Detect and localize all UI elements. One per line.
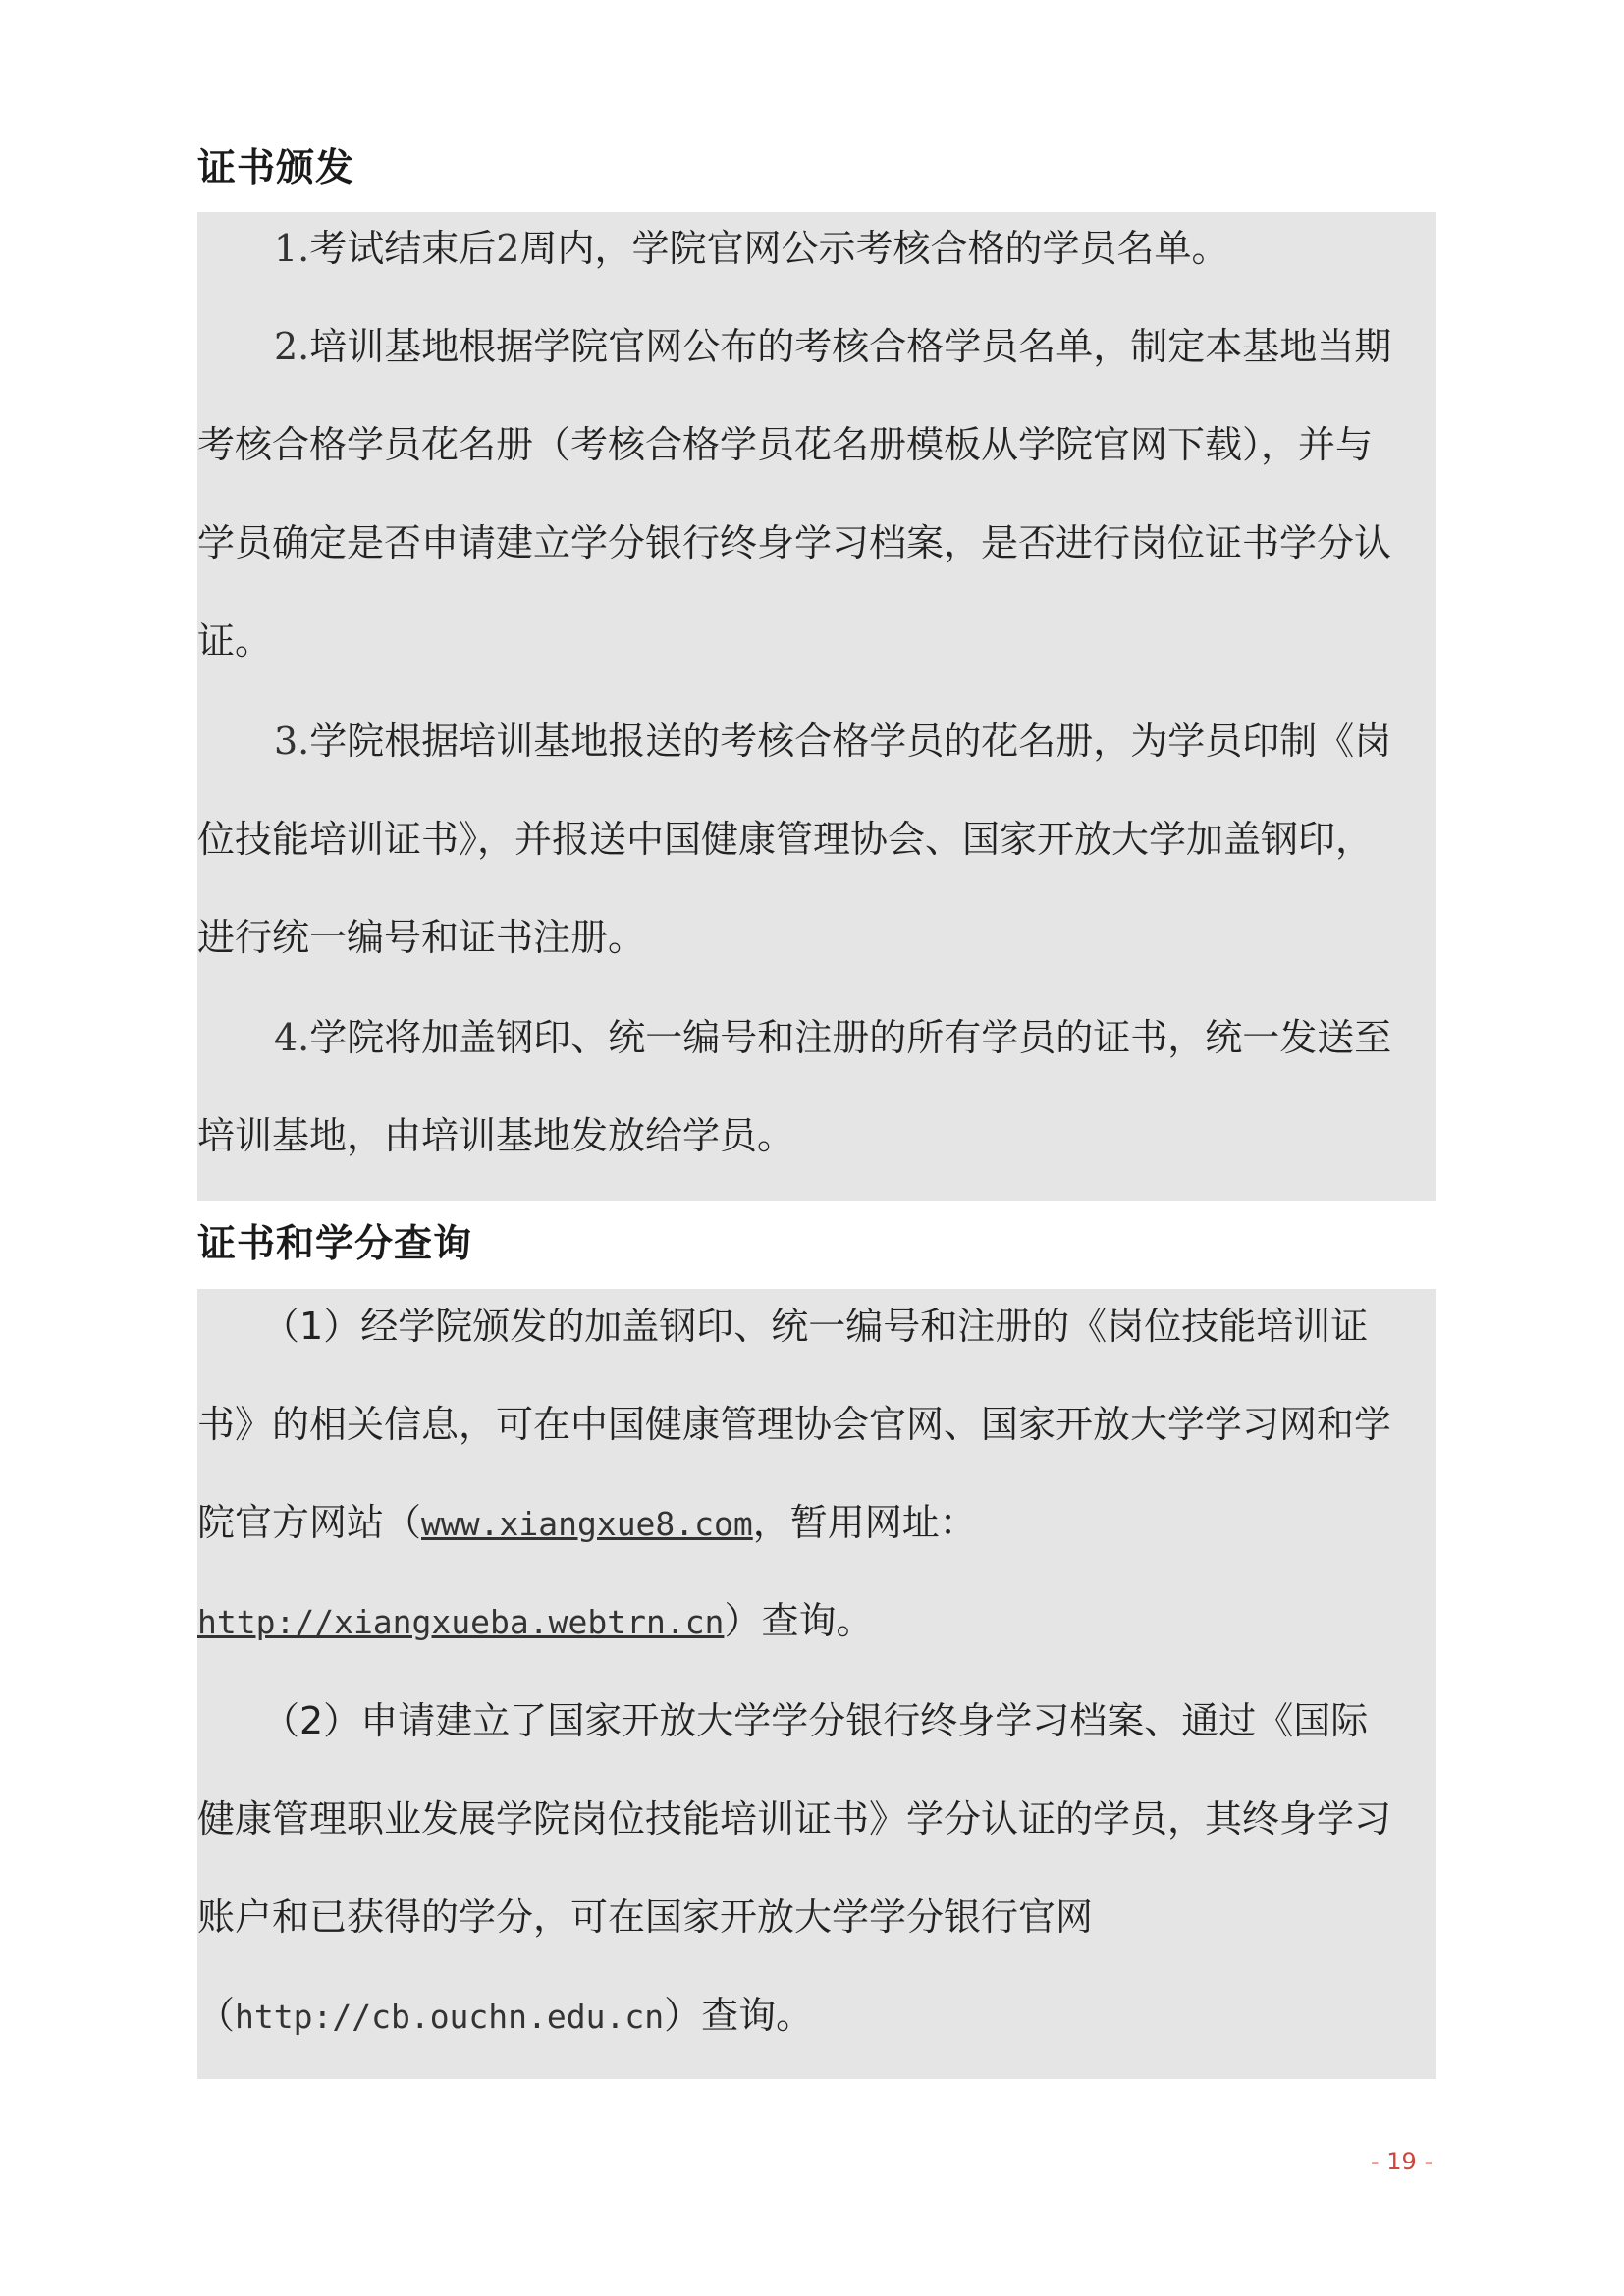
item-text: 学院根据培训基地报送的考核合格学员的花名册，为学员印制《岗: [309, 720, 1392, 763]
website-link[interactable]: www.xiangxue8.com: [421, 1505, 753, 1543]
item-text: 培训基地根据学院官网公布的考核合格学员名单，制定本基地当期: [309, 325, 1392, 368]
query-item-1-line-2: 书》的相关信息，可在中国健康管理协会官网、国家开放大学学习网和学: [197, 1403, 1392, 1446]
item-text: 考试结束后: [309, 227, 497, 270]
query-item-2-line-1: [197, 1696, 1436, 1745]
issuance-item-2-line-3: 学员确定是否申请建立学分银行终身学习档案，是否进行岗位证书学分认: [197, 521, 1392, 564]
issuance-item-2-line-4: 证。: [197, 619, 273, 663]
item-text: 院官方网站（: [197, 1501, 422, 1544]
item-number: 2.: [274, 325, 310, 368]
section-heading-certificate-query: 证书和学分查询: [197, 1222, 473, 1266]
item-text: （: [197, 1994, 236, 2037]
item-number: 4.: [274, 1016, 310, 1059]
item-text: 学院将加盖钢印、统一编号和注册的所有学员的证书，统一发送至: [309, 1016, 1392, 1059]
item-number: 1.: [274, 227, 310, 270]
item-text: ）查询。: [724, 1599, 874, 1642]
page-number: - 19 -: [1371, 2148, 1434, 2175]
query-item-1-line-4: [197, 1596, 1436, 1645]
query-item-1-line-3: [197, 1498, 1436, 1547]
item-text: 申请建立了国家开放大学学分银行终身学习档案、通过《国际: [360, 1699, 1369, 1742]
issuance-item-1: [197, 224, 1436, 273]
issuance-item-2-line-1: [197, 322, 1436, 371]
item-number-weeks: 2: [496, 227, 520, 270]
item-text: ，暂用网址：: [752, 1501, 977, 1544]
section-heading-certificate-issuance: 证书颁发: [197, 146, 355, 190]
item-number: （1）: [262, 1305, 361, 1348]
issuance-item-3-line-1: [197, 717, 1436, 766]
query-item-1-line-1: [197, 1302, 1436, 1351]
item-number: （2）: [262, 1699, 361, 1742]
temporary-website-link[interactable]: http://xiangxueba.webtrn.cn: [197, 1603, 725, 1641]
item-text: 经学院颁发的加盖钢印、统一编号和注册的《岗位技能培训证: [360, 1305, 1369, 1348]
query-item-2-line-4: [197, 1991, 1436, 2040]
item-text: 周内，学院官网公示考核合格的学员名单。: [519, 227, 1229, 270]
issuance-item-3-line-3: 进行统一编号和证书注册。: [197, 916, 646, 959]
item-number: 3.: [274, 720, 310, 763]
issuance-item-4-line-2: 培训基地，由培训基地发放给学员。: [197, 1114, 795, 1157]
issuance-item-2-line-2: 考核合格学员花名册（考核合格学员花名册模板从学院官网下载），并与: [197, 423, 1374, 466]
issuance-item-3-line-2: 位技能培训证书》，并报送中国健康管理协会、国家开放大学加盖钢印，: [197, 818, 1374, 861]
query-item-2-line-2: 健康管理职业发展学院岗位技能培训证书》学分认证的学员，其终身学习: [197, 1797, 1392, 1841]
query-item-2-line-3: 账户和已获得的学分，可在国家开放大学学分银行官网: [197, 1896, 1094, 1939]
item-text: ）查询。: [664, 1994, 814, 2037]
issuance-item-4-line-1: [197, 1013, 1436, 1062]
credit-bank-website-link[interactable]: http://cb.ouchn.edu.cn: [235, 1998, 665, 2036]
